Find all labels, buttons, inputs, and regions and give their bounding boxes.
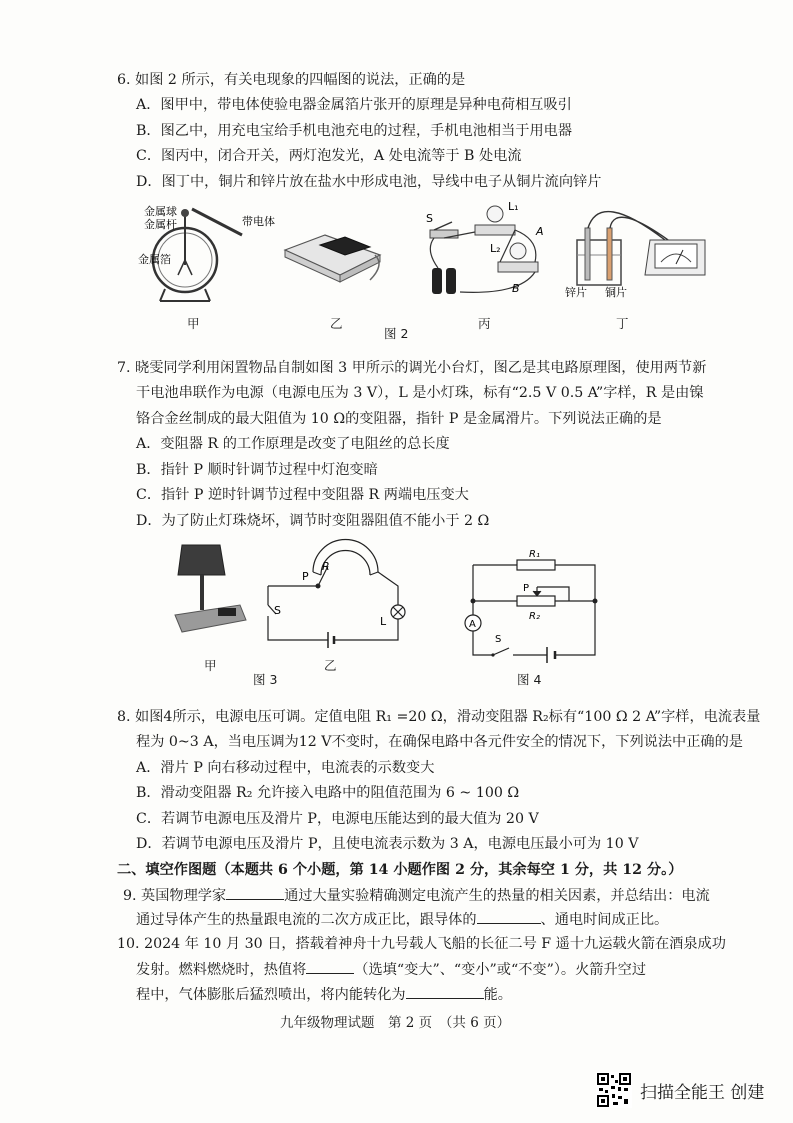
fig3-caption-jia: 甲 [204, 658, 217, 673]
label-point-b: B [512, 282, 520, 295]
q9-line1 [123, 885, 710, 906]
label-p: P [302, 570, 309, 583]
fig4-label: 图 4 [517, 672, 542, 687]
q8-stem-line2: 程为 0~3 A，当电压调为12 V不变时，在确保电路中各元件安全的情况下，下列说法中正确的是 [136, 734, 743, 750]
q6-option-a: A．图甲中，带电体使验电器金属箔片张开的原理是异种电荷相互吸引 [136, 97, 572, 113]
figure-2-circuit [420, 200, 550, 310]
q10-text-b: （选填“变大”、“变小”或“不变”）。火箭升空过 [354, 962, 647, 978]
qr-code-icon [596, 1072, 632, 1108]
label-l: L [380, 615, 387, 628]
label-p: P [523, 583, 530, 594]
q9-line2 [136, 909, 668, 930]
q8-stem-line1: 8. 如图4所示，电源电压可调。定值电阻 R₁ =20 Ω，滑动变阻器 R₂标有“100 Ω 2 A”字样，电流表量 [117, 709, 761, 725]
label-switch-s: S [426, 212, 433, 225]
scanner-text: 扫描全能王 创建 [640, 1082, 765, 1103]
q9-blank-1[interactable] [226, 885, 284, 900]
label-r1: R₁ [529, 549, 540, 560]
q7-option-d: D．为了防止灯珠烧坏，调节时变阻器阻值不能小于 2 Ω [136, 513, 490, 529]
q6-option-b: B．图乙中，用充电宝给手机电池充电的过程，手机电池相当于用电器 [136, 123, 573, 139]
ammeter-icon: A [469, 619, 476, 630]
q8-option-d: D．若调节电源电压及滑片 P，且使电流表示数为 3 A，电源电压最小可为 10 V [136, 836, 639, 852]
q9-text-b: 通过大量实验精确测定电流产生的热量的相关因素，并总结出：电流 [284, 888, 710, 904]
q10-line1: 10. 2024 年 10 月 30 日，搭载着神舟十九号载人飞船的长征二号 F 遥十九运载火箭在酒泉成功 [117, 936, 726, 952]
q8-option-c: C．若调节电源电压及滑片 P，电源电压能达到的最大值为 20 V [136, 811, 539, 827]
q10-line3 [136, 984, 512, 1005]
q9-text-c: 通过导体产生的热量跟电流的二次方成正比，跟导体的 [136, 912, 477, 928]
label-metal-rod: 金属杆 [144, 218, 177, 231]
q7-option-b: B．指针 P 顺时针调节过程中灯泡变暗 [136, 462, 378, 478]
section-2-heading: 二、填空作图题（本题共 6 个小题，第 14 小题作图 2 分，其余每空 1 分，共 12 分。） [117, 862, 683, 878]
fig2-caption-ding: 丁 [616, 316, 629, 331]
label-r2: R₂ [529, 611, 540, 622]
fig3-caption-yi: 乙 [324, 658, 337, 673]
label-metal-ball: 金属球 [144, 205, 177, 218]
fig2-label: 图 2 [384, 326, 409, 341]
label-l1: L₁ [508, 200, 519, 213]
q10-blank-1[interactable] [306, 959, 354, 974]
label-s: S [274, 604, 281, 617]
label-metal-foil: 金属箔 [138, 253, 171, 266]
fig2-caption-bing: 丙 [478, 316, 491, 331]
q10-text-a: 发射。燃料燃烧时，热值将 [136, 962, 307, 978]
figure-4-circuit [455, 545, 610, 660]
q10-line2 [136, 959, 646, 980]
figure-2-powerbank [280, 225, 390, 295]
figure-2-battery-cell [555, 200, 715, 310]
q7-stem-line1: 7. 晓雯同学利用闲置物品自制如图 3 甲所示的调光小台灯，图乙是其电路原理图，使用两节新 [117, 360, 707, 376]
q10-blank-2[interactable] [406, 984, 484, 999]
q6-option-c: C．图丙中，闭合开关，两灯泡发光，A 处电流等于 B 处电流 [136, 148, 522, 164]
scanner-watermark [596, 1070, 764, 1110]
q8-option-a: A．滑片 P 向右移动过程中，电流表的示数变大 [136, 760, 435, 776]
fig2-caption-yi: 乙 [330, 316, 343, 331]
q10-text-d: 能。 [483, 987, 512, 1003]
label-r: R [322, 560, 330, 573]
label-zinc: 锌片 [565, 286, 587, 299]
figure-3-lamp [170, 540, 250, 640]
fig3-label: 图 3 [253, 672, 278, 687]
label-charged-body: 带电体 [242, 215, 275, 228]
q7-stem-line3: 铬合金丝制成的最大阻值为 10 Ω的变阻器，指针 P 是金属滑片。下列说法正确的是 [136, 411, 662, 427]
q10-text-c: 程中，气体膨胀后猛烈喷出，将内能转化为 [136, 987, 406, 1003]
fig2-caption-jia: 甲 [187, 316, 200, 331]
q6-option-d: D．图丁中，铜片和锌片放在盐水中形成电池，导线中电子从铜片流向锌片 [136, 174, 602, 190]
label-copper: 铜片 [605, 286, 627, 299]
q9-text-a: 9. 英国物理学家 [123, 888, 227, 904]
q6-stem: 6. 如图 2 所示，有关电现象的四幅图的说法，正确的是 [117, 72, 466, 88]
q7-stem-line2: 干电池串联作为电源（电源电压为 3 V），L 是小灯珠，标有“2.5 V 0.5 A”字样，R 是由镍 [136, 385, 704, 401]
q9-blank-2[interactable] [477, 909, 541, 924]
figure-3-circuit [258, 550, 408, 650]
q8-option-b: B．滑动变阻器 R₂ 允许接入电路中的阻值范围为 6 ~ 100 Ω [136, 785, 520, 801]
label-s: S [495, 634, 502, 645]
label-l2: L₂ [490, 242, 501, 255]
figure-2-electroscope [130, 205, 275, 305]
q7-option-c: C．指针 P 逆时针调节过程中变阻器 R 两端电压变大 [136, 487, 469, 503]
q7-option-a: A．变阻器 R 的工作原理是改变了电阻丝的总长度 [136, 436, 450, 452]
q9-text-d: 、通电时间成正比。 [540, 912, 669, 928]
page-footer: 九年级物理试题 第 2 页 （共 6 页） [280, 1015, 511, 1031]
label-point-a: A [536, 225, 544, 238]
